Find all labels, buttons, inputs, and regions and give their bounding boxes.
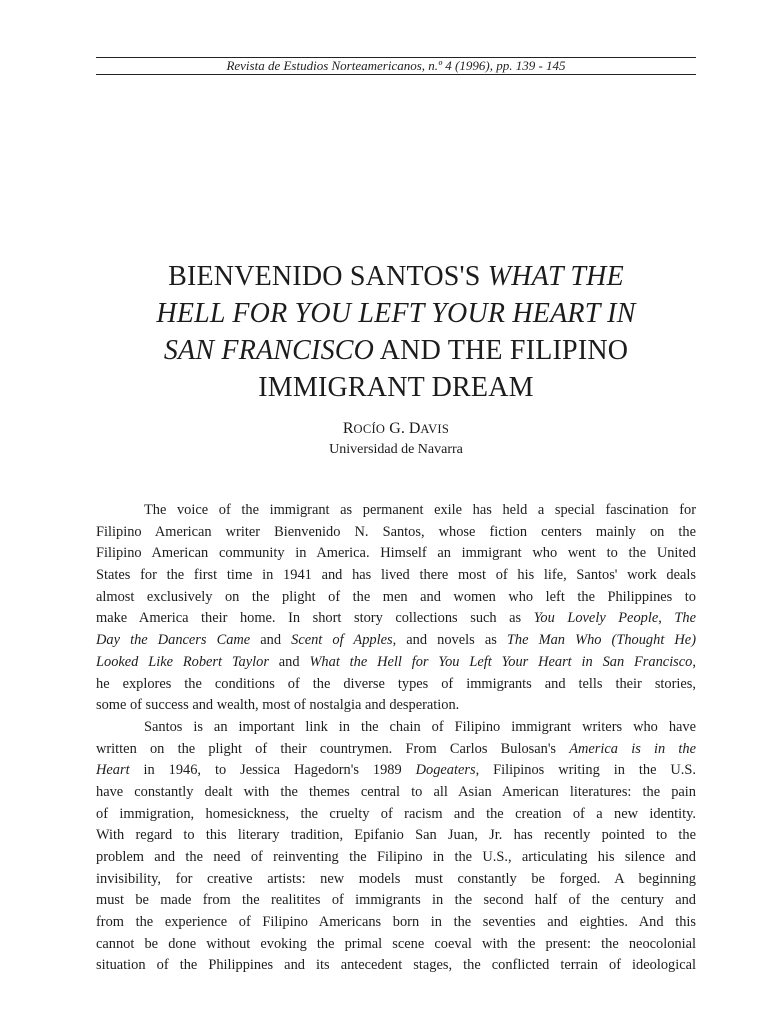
title-line-3: SAN FRANCISCO AND THE FILIPINO [163,335,629,366]
body-line: invisibility, for creative artists: new models must constantly be forged. A beginning [96,870,696,887]
body-text [96,500,696,977]
body-line: he explores the conditions of the diverse types of immigrants and tells their stories, [96,675,696,692]
body-line: States for the first time in 1941 and has lived there most of his life, Santos' work deals [96,567,696,584]
title-line-4: IMMIGRANT DREAM [258,372,534,403]
body-line: almost exclusively on the plight of the men and women who left the Philippines to [96,588,696,605]
author-affiliation: Universidad de Navarra [329,442,463,457]
body-line: Santos is an important link in the chain of Filipino immigrant writers who have [144,718,696,735]
title-line-2: HELL FOR YOU LEFT YOUR HEART IN [156,298,636,329]
body-line: situation of the Philippines and its antecedent stages, the conflicted terrain of ideological [96,957,696,974]
body-line: Filipino American community in America. Himself an immigrant who went to the United [96,545,696,562]
body-line: Heart in 1946, to Jessica Hagedorn's 1989 Dogeaters, Filipinos writing in the U.S. [96,762,696,779]
body-line: some of success and wealth, most of nostalgia and desperation. [96,697,460,714]
running-head: Revista de Estudios Norteamericanos, n.º 4 (1996), pp. 139 - 145 [226,58,566,73]
body-line: With regard to this literary tradition, Epifanio San Juan, Jr. has recently pointed to the [96,827,696,844]
body-line: of immigration, homesickness, the cruelty of racism and the creation of a new identity. [96,805,696,822]
header-rule-bottom [96,74,696,75]
body-line: problem and the need of reinventing the Filipino in the U.S., articulating his silence and [96,849,696,865]
body-line: must be made from the realitites of immigrants in the second half of the century and [96,892,696,909]
body-line: Filipino American writer Bienvenido N. Santos, whose fiction centers mainly on the [96,523,696,540]
title-line-1: BIENVENIDO SANTOS'S WHAT THE [168,261,624,292]
article-title [96,258,696,406]
body-line: Day the Dancers Came and Scent of Apples, and novels as The Man Who (Thought He) [96,632,696,649]
body-line: The voice of the immigrant as permanent exile has held a special fascination for [144,502,696,518]
body-line: Looked Like Robert Taylor and What the Hell for You Left Your Heart in San Francisco, [96,653,696,670]
body-line: have constantly dealt with the themes central to all Asian American literatures: the pain [96,783,696,800]
body-line: written on the plight of their countrymen. From Carlos Bulosan's America is in the [96,740,696,757]
body-line: make America their home. In short story collections such as You Lovely People, The [96,610,696,627]
author-name: ROCÍO G. DAVIS [342,420,450,437]
body-line: cannot be done without evoking the primal scene coeval with the present: the neocolonial [96,935,696,952]
body-line: from the experience of Filipino Americans born in the seventies and eighties. And this [96,914,696,931]
